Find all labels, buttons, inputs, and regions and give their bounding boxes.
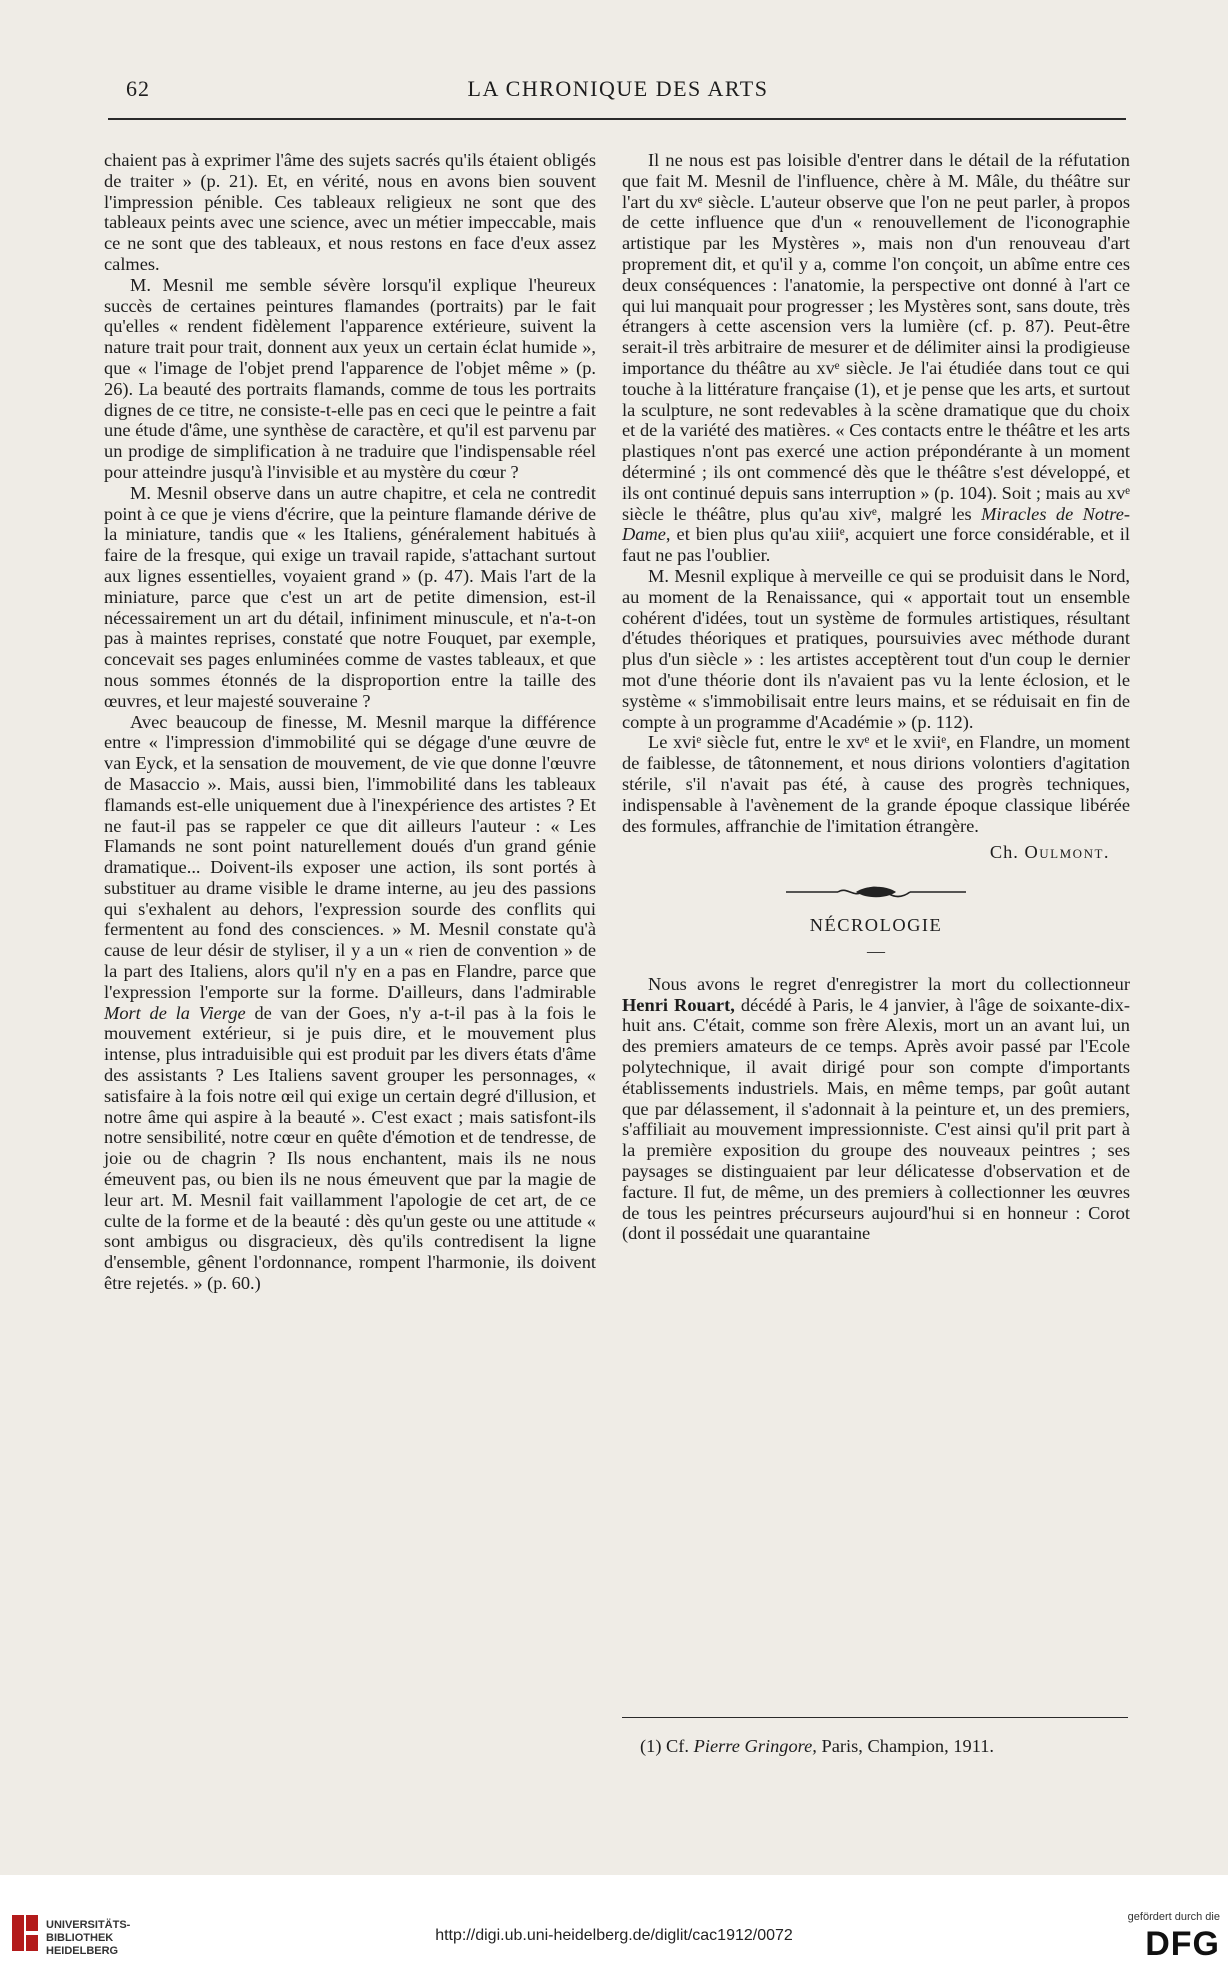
footnote-text: Paris, Champion, 1911. bbox=[821, 1736, 995, 1756]
funded-by-label: gefördert durch die bbox=[1127, 1911, 1220, 1923]
person-name: Henri Rouart, bbox=[622, 994, 735, 1015]
ornament-divider bbox=[786, 885, 966, 899]
signature-initials: Ch. bbox=[989, 842, 1019, 863]
text-run: Avec beaucoup de finesse, M. Mesnil marque la différence entre « l'impression d'immobilité qui se dégage d'une œuvre de van Eyck, et la sensation de mouvement, de vie que donne l'œuvre de Masaccio ». Mais, aussi bien, l'immobilité dans les tableaux flamands est-elle uniquement due à l'inexpérience des artistes ? Et ne faut-il pas se rappeler ce que dit ailleurs l'auteur : « Les Flamands ne sont point naturellement doués d'un grand génie dramatique... Doivent-ils exposer une action, ils sont portés à substituer au drame visible le drame interne, au jeu des passions qui s'exhalent au dehors, l'expression sourde des conflits qui fermentent au fond des consciences. » M. Mesnil constate qu'à cause de leur désir de styliser, il y a un « rien de convention » de la part des Italiens, alors qu'il n'y en a pas en Flandre, parce que l'expression l'emporte sur la forme. D'ailleurs, dans l'admirable bbox=[104, 711, 596, 1002]
header-rule bbox=[108, 118, 1126, 120]
page-number: 62 bbox=[126, 76, 150, 101]
text-run: de van der Goes, n'y a-t-il pas à la fois le mouvement extérieur, si je puis dire, et le mouvement plus intense, plus intraduisible qui est produit par les divers états d'âme des assistants ? Les Italiens savent grouper les personnages, « satisfaire à la fois notre œil qui exige un certain degré d'illusion, et notre âme qui aspire à la beauté ». C'est exact ; mais satisfont-ils notre sensibilité, notre cœur en quête d'émotion et de tendresse, de joie ou de chagrin ? Ils nous enchantent, mais ils ne nous émeuvent pas, ou bien ils ne nous émeuvent que par la magie de leur art. M. Mesnil fait vaillamment l'apologie de cet art, de ce culte de la forme et de la beauté : dès qu'un geste ou une attitude « sont ambigus ou disgracieux, dès qu'ils contredisent la ligne d'ensemble, gênent l'ordonnance, rompent l'harmonie, ils doivent être rejetés. » (p. 60.) bbox=[104, 1002, 596, 1294]
signature-name: Oulmont. bbox=[1024, 842, 1110, 863]
footnote-rule bbox=[622, 1717, 1128, 1718]
paragraph: M. Mesnil observe dans un autre chapitre, et cela ne contredit point à ce que je viens d'écrire, que la peinture flamande dérive de la miniature, tandis que « les Italiens, généralement habitués à faire de la fresque, qui exige un travail rapide, s'attachant surtout aux lignes essentielles, voyaient grand » (p. 47). Mais l'art de la miniature, parce que c'est un art de petite dimension, est-il nécessairement un art du détail, infiniment minuscule, et n'a-t-on pas à maintes reprises, constaté que notre Fouquet, par exemple, concevait ses pages enluminées comme de vastes tableaux, et que nous sommes étonnés de la disproportion entre la taille des œuvres, et leur majesté souveraine ? bbox=[104, 482, 596, 711]
paragraph bbox=[104, 712, 596, 1294]
page-header bbox=[108, 72, 1128, 106]
dfg-logo: DFG bbox=[1145, 1925, 1220, 1963]
right-column bbox=[622, 150, 1130, 1244]
library-name: UNIVERSITÄTS- BIBLIOTHEK HEIDELBERG bbox=[46, 1919, 131, 1957]
footnote bbox=[640, 1736, 1130, 1757]
paragraph: M. Mesnil explique à merveille ce qui se produisit dans le Nord, au moment de la Renaissance, qui « apportait tout un ensemble cohérent d'idées, tout un système de formules artistiques, résultant d'études théoriques et pratiques, poursuivies avec méthode durant plus d'un siècle » : les artistes acceptèrent tout d'un coup le dernier mot d'une théorie dont ils n'avaient pas vu la lente éclosion, et le système « s'immobilisait entre leurs mains, et se réduisait en fin de compte à un programme d'Académie » (p. 112). bbox=[622, 565, 1130, 732]
heading-dash: — bbox=[867, 940, 885, 961]
paragraph: chaient pas à exprimer l'âme des sujets sacrés qu'ils étaient obligés de traiter » (p. 21). Et, en vérité, nous en avons bien souvent l'impression pénible. Ces tableaux religieux ne sont que des tableaux peints avec une science, avec un métier impeccable, mais ce ne sont que des tableaux, et nous restons en face d'eux assez calmes. bbox=[104, 150, 596, 274]
digitization-footer bbox=[0, 1875, 1228, 1970]
paragraph bbox=[622, 974, 1130, 1244]
text-run: , et bien plus qu'au xiiiᵉ, acquiert une force considérable, et il faut ne pas l'oublier. bbox=[622, 524, 1130, 566]
section-heading-necrologie: NÉCROLOGIE bbox=[809, 915, 943, 936]
running-title: LA CHRONIQUE DES ARTS bbox=[467, 76, 769, 101]
work-title: Miracles de Notre-Dame bbox=[622, 503, 1130, 545]
paragraph: M. Mesnil me semble sévère lorsqu'il explique l'heureux succès de certaines peintures flamandes (portraits) par le fait qu'elles « rendent fidèlement l'apparence extérieure, suivent la nature trait pour trait, donnent aux yeux un certain éclat humide », que « l'image de l'objet prend l'apparence de l'objet même » (p. 26). La beauté des portraits flamands, comme de tous les portraits dignes de ce titre, ne consiste-t-elle pas en ceci que le peintre a fait une étude d'âme, une synthèse de caractère, et qu'il est parvenu par un prodige de simplification à ne traduire que l'indispensable réel pour atteindre jusqu'à l'invisible et au mystère du cœur ? bbox=[104, 274, 596, 482]
paragraph: Le xviᵉ siècle fut, entre le xvᵉ et le xviiᵉ, en Flandre, un moment de faiblesse, de tâtonnement, et nous dirions volontiers d'agitation stérile, s'il n'avait pas été, à cause des progrès techniques, indispensable à l'avènement de la grande époque classique libérée des formules, affranchie de l'imitation étrangère. bbox=[622, 732, 1130, 836]
text-run: décédé à Paris, le 4 janvier, à l'âge de soixante-dix-huit ans. C'était, comme son frère Alexis, mort un an avant lui, un des premiers amateurs de ce temps. Après avoir passé par l'Ecole polytechnique, il avait dirigé pour son compte d'importants établissements industriels. Mais, en même temps, par goût autant que par délassement, il s'adonnait à la peinture et, un des premiers, s'affiliait au mouvement impressionniste. C'est ainsi qu'il prit part à la première exposition du groupe des nouveaux peintres ; ses paysages se distinguaient par leur délicatesse d'observation et de facture. Il fut, de même, un des premiers à collectionner les œuvres de tous les peintres précurseurs aujourd'hui si en honneur : Corot (dont il possédait une quarantaine bbox=[622, 994, 1130, 1244]
left-column bbox=[104, 150, 596, 1294]
paragraph bbox=[622, 150, 1130, 566]
footnote-marker: (1) Cf. bbox=[640, 1736, 690, 1756]
artwork-title: Mort de la Vierge bbox=[104, 1002, 246, 1023]
text-run: Nous avons le regret d'enregistrer la mort du collectionneur bbox=[648, 973, 1130, 994]
source-url[interactable]: http://digi.ub.uni-heidelberg.de/diglit/cac1912/0072 bbox=[435, 1927, 793, 1944]
text-run: Il ne nous est pas loisible d'entrer dans le détail de la réfutation que fait M. Mesnil de l'influence, chère à M. Mâle, du théâtre sur l'art du xvᵉ siècle. L'auteur observe que l'on ne peut parler, à propos de cette influence que d'un « renouvellement de l'iconographie artistique par les Mystères », mais non d'un renouveau d'art proprement dit, et qu'il y a, comme l'on conçoit, un abîme entre ces deux conséquences : l'anatomie, la perspective ont donné à l'art ce qui lui manquait pour progresser ; les Mystères sont, sans doute, très étrangers à cette ascension vers la lumière (cf. p. 87). Peut-être serait-il très arbitraire de mesurer et de délimiter ainsi la prodigieuse importance du théâtre au xvᵉ siècle. Je l'ai étudiée dans tout ce qui touche à la littérature française (1), et je pense que les arts, et surtout la sculpture, ne sont redevables à la scène dramatique que du choix et de la variété des matières. « Ces contacts entre le théâtre et les arts plastiques n'ont pas exercé une action prépondérante à un moment déterminé ; ils ont commencé dès que le théâtre s'est développé, et ils ont continué depuis sans interruption » (p. 104). Soit ; mais au xvᵉ siècle le théâtre, plus qu'au xivᵉ, malgré les bbox=[622, 150, 1130, 524]
footnote-title: Pierre Gringore, bbox=[693, 1736, 817, 1756]
author-signature bbox=[622, 842, 1130, 863]
